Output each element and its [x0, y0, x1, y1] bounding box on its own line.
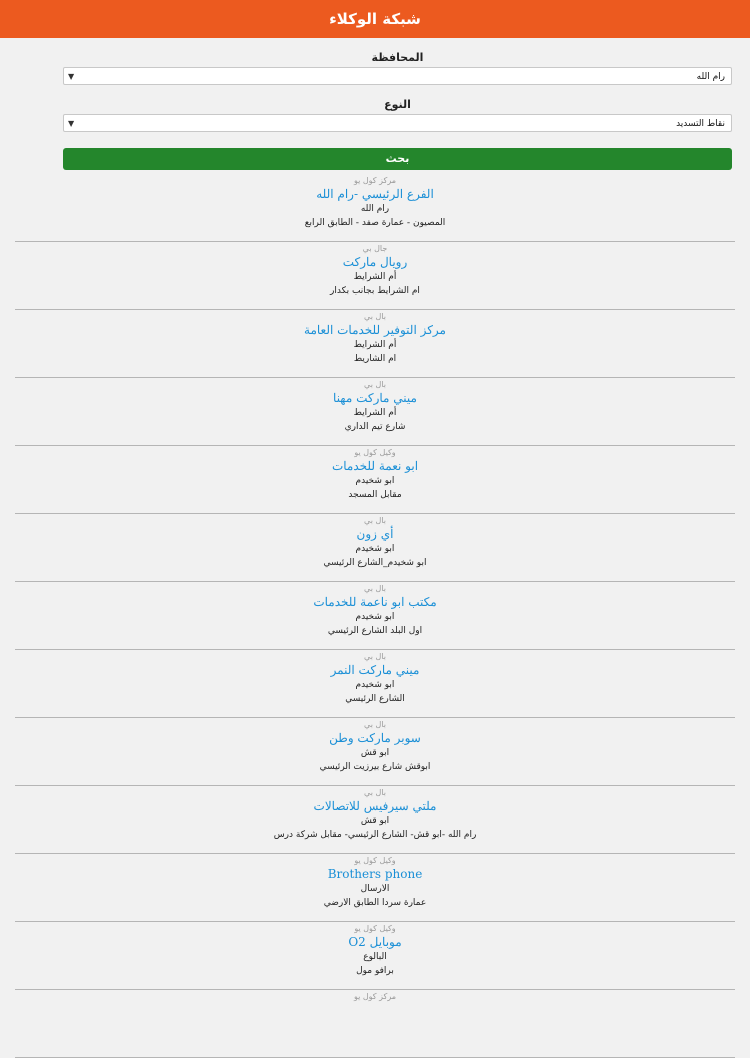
- list-item[interactable]: [15, 242, 735, 310]
- agent-name-link[interactable]: مكتب ابو ناعمة للخدمات: [313, 595, 437, 609]
- agent-type: بال بي: [364, 380, 386, 389]
- agent-type: مركز كول يو: [353, 176, 397, 185]
- chevron-down-icon: ▼: [68, 119, 75, 128]
- agent-address: ابو شخيدم_الشارع الرئيسي: [323, 558, 427, 568]
- agent-type: بال بي: [364, 312, 386, 321]
- agent-city: البالوع: [363, 952, 387, 962]
- search-button[interactable]: بحث: [63, 148, 732, 170]
- type-label: النوع: [384, 98, 411, 111]
- list-item[interactable]: [15, 854, 735, 922]
- agent-name-link[interactable]: ملتي سيرفيس للاتصالات: [313, 799, 437, 813]
- list-item[interactable]: [15, 310, 735, 378]
- agent-name-link[interactable]: موبايل O2: [348, 935, 402, 949]
- agent-name-link[interactable]: الفرع الرئيسي -رام الله: [316, 187, 434, 201]
- agent-city: الارسال: [360, 884, 390, 894]
- agent-address: شارع تيم الداري: [344, 422, 406, 432]
- agent-city: ابو شخيدم: [355, 544, 395, 554]
- agent-type: بال بي: [364, 720, 386, 729]
- list-item[interactable]: [15, 582, 735, 650]
- agent-address: المصيون - عمارة صفد - الطابق الرابع: [304, 218, 446, 228]
- agent-city: أم الشرايط: [353, 408, 397, 418]
- agent-address: اول البلد الشارع الرئيسي: [327, 626, 423, 636]
- agent-type: وكيل كول يو: [354, 856, 396, 865]
- list-item[interactable]: [15, 922, 735, 990]
- agent-type: وكيل كول يو: [354, 448, 396, 457]
- agent-type: جال بي: [362, 244, 388, 253]
- agent-name-link[interactable]: ميني ماركت النمر: [330, 663, 420, 677]
- agent-name-link[interactable]: أي زون: [356, 527, 394, 541]
- agent-address: مقابل المسجد: [348, 490, 402, 500]
- list-item[interactable]: [15, 378, 735, 446]
- agent-city: أم الشرايط: [353, 272, 397, 282]
- agent-type: بال بي: [364, 652, 386, 661]
- agent-address: رام الله -ابو قش- الشارع الرئيسي- مقابل شركة درس: [273, 830, 477, 840]
- agent-name-link[interactable]: ميني ماركت مهنا: [333, 391, 417, 405]
- agent-city: [15, 1018, 735, 1032]
- governorate-label: المحافظة: [371, 51, 424, 64]
- agent-name-link[interactable]: Brothers phone: [327, 867, 423, 881]
- list-item[interactable]: [15, 650, 735, 718]
- agent-type: بال بي: [364, 788, 386, 797]
- agent-name-link[interactable]: مركز التوفير للخدمات العامة: [304, 323, 446, 337]
- agent-type: مركز كول يو: [353, 992, 397, 1001]
- type-select[interactable]: [63, 114, 732, 132]
- agent-city: رام الله: [360, 204, 390, 214]
- agent-city: ابو شخيدم: [355, 476, 395, 486]
- list-item[interactable]: [15, 786, 735, 854]
- agents-list: [0, 174, 750, 1058]
- agent-city: ابو قش: [360, 748, 390, 758]
- agent-address: ابوقش شارع بيرزيت الرئيسي: [319, 762, 431, 772]
- agent-address: عمارة سردا الطابق الارضي: [323, 898, 427, 908]
- agent-type: بال بي: [364, 584, 386, 593]
- list-item[interactable]: [15, 990, 735, 1058]
- type-value: نقاط التسديد: [676, 119, 725, 129]
- list-item[interactable]: [15, 174, 735, 242]
- agent-address: ام الشاريط: [353, 354, 397, 364]
- page-title: شبكة الوكلاء: [329, 10, 421, 28]
- list-item[interactable]: [15, 446, 735, 514]
- agent-name-link[interactable]: [15, 1002, 735, 1018]
- agent-type: وكيل كول يو: [354, 924, 396, 933]
- list-item[interactable]: [15, 514, 735, 582]
- agent-address: ام الشرايط بجانب بكدار: [330, 286, 420, 296]
- agent-address: برافو مول: [356, 966, 394, 976]
- agent-address: [15, 1032, 735, 1046]
- agent-name-link[interactable]: رويال ماركت: [342, 255, 408, 269]
- agent-type: بال بي: [364, 516, 386, 525]
- agent-name-link[interactable]: سوبر ماركت وطن: [329, 731, 421, 745]
- agent-city: أم الشرايط: [353, 340, 397, 350]
- agent-city: ابو شخيدم: [355, 612, 395, 622]
- governorate-select[interactable]: [63, 67, 732, 85]
- chevron-down-icon: ▼: [68, 72, 75, 81]
- agent-address: الشارع الرئيسي: [345, 694, 405, 704]
- agent-city: ابو شخيدم: [355, 680, 395, 690]
- app-header: [0, 0, 750, 38]
- search-form: [0, 50, 750, 170]
- agent-name-link[interactable]: ابو نعمة للخدمات: [331, 459, 419, 473]
- list-item[interactable]: [15, 718, 735, 786]
- governorate-value: رام الله: [696, 72, 725, 82]
- agent-city: ابو قش: [360, 816, 390, 826]
